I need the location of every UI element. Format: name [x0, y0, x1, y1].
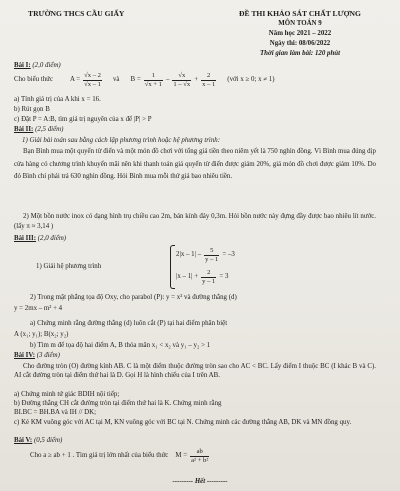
bai1-qc: c) Đặt P = A:B, tìm giá trị nguyên của x để |P| > P	[14, 116, 152, 123]
eq2-fraction	[201, 269, 216, 285]
eq2-left: |x – 1| +	[176, 272, 199, 280]
system-eq2	[176, 268, 228, 286]
bai2-part1-text: Bạn Bình mua một quyển từ điển và một món đồ chơi với tổng giá tiền theo niêm yết là 750 nghìn đồng. Vì Bình mua đúng dịp cửa hàng có chương trình khuyến mãi nên khi thanh toán giá quyển từ điển được giảm 20%, giá món đồ chơi được giảm 10%. Do đó Bình chỉ phải trả 630 nghìn đồng. Hỏi Bình mua mỗi thứ giá bao nhiêu tiền.	[14, 148, 376, 181]
bai5-points: (0,5 điểm)	[33, 437, 63, 444]
bai3-q2: 2) Trong mặt phẳng tọa độ Oxy, cho parabol (P): y = x² và đường thẳng (d)	[30, 294, 237, 301]
exam-date: Ngày thi: 08/06/2022	[269, 40, 331, 47]
b-term1-num: 1	[144, 72, 163, 81]
eq2-den: y – 1	[202, 277, 216, 285]
m-fraction	[190, 448, 209, 464]
bai2-title: Bài II:	[14, 126, 34, 133]
bai3-q2b: b) Tìm m để tọa độ hai điểm A, B thỏa mãn x₁ < x₂ và y₁ – y₂ > 1	[30, 342, 211, 349]
m-den: a² + b²	[191, 456, 209, 464]
b-term2-num: √x	[172, 72, 191, 81]
bai3-q1: 1) Giải hệ phương trình	[36, 263, 102, 270]
bai3-heading	[14, 235, 66, 243]
bai1-expression	[14, 69, 275, 91]
bai1-qa: a) Tính giá trị của A khi x = 16.	[14, 96, 101, 103]
bai3-q2-line: y = 2mx – m² + 4	[14, 305, 63, 312]
a-fraction	[83, 72, 102, 88]
b-term3	[201, 72, 216, 88]
eq1-fraction	[204, 247, 219, 263]
bai4-heading	[14, 352, 60, 360]
a-label: A =	[69, 75, 81, 83]
bai3-title: Bài III:	[14, 235, 37, 242]
b-term2-den: 1 – √x	[173, 80, 191, 88]
bai1-intro: Cho biểu thức	[14, 75, 53, 83]
bai4-text: Cho đường tròn (O) đường kính AB. C là một điểm thuộc đường tròn sao cho AC < BC. Lấy điểm I thuộc BC (I khác B và C). AI cắt đường tròn tại điểm thứ hai là D. Gọi H là hình chiếu của I trên AB.	[14, 363, 376, 380]
bai1-qb: b) Rút gọn B	[14, 106, 50, 113]
bai4-title: Bài IV:	[14, 352, 35, 359]
bai2-points: (2,5 điểm)	[35, 126, 64, 133]
bai2-part1-heading: 1) Giải bài toán sau bằng cách lập phương trình hoặc hệ phương trình:	[22, 137, 221, 144]
b-minus: –	[165, 75, 170, 83]
bai3-points: (2,0 điểm)	[37, 235, 67, 242]
bai5-expression	[30, 447, 209, 465]
eq1-num: 5	[204, 247, 219, 256]
bai1-title: Bài I:	[14, 62, 31, 69]
exam-year: Năm học 2021 – 2022	[268, 30, 332, 37]
a-numerator: √x – 2	[84, 72, 101, 79]
eq2-num: 2	[201, 269, 216, 278]
bai5-title: Bài V:	[14, 437, 33, 444]
eq1-right: = –3	[222, 250, 235, 258]
bai5-text: Cho a ≥ ab + 1 . Tìm giá trị lớn nhất của biểu thức	[30, 451, 169, 459]
exam-duration: Thời gian làm bài: 120 phút	[259, 50, 341, 57]
b-term3-den: x – 1	[202, 80, 216, 88]
exam-title: ĐỀ THI KHẢO SÁT CHẤT LƯỢNG	[239, 9, 361, 18]
bai4-points: (3 điểm)	[36, 352, 60, 359]
b-term1-den: √x + 1	[144, 80, 162, 88]
bai3-q2a: a) Chứng minh rằng đường thẳng (d) luôn cắt (P) tại hai điểm phân biệt	[30, 320, 228, 327]
bai2-part2-text: 2) Một bồn nước inox có dạng hình trụ chiều cao 2m, bán kính đáy 0,3m. Hỏi bồn nước này đựng đầy được bao nhiêu lít nước. (lấy π ≈ 3,14 )	[14, 213, 376, 231]
bai4-qb1: b) Đường thẳng CH cắt đường tròn tại điểm thứ hai là K. Chứng minh rằng	[14, 400, 222, 407]
exam-subject: MÔN TOÁN 9	[278, 20, 322, 27]
footer-end: --------- Hết ---------	[172, 478, 228, 485]
bai2-heading	[14, 126, 63, 134]
bai4-qb2: BI.BC = BH.BA và IH // DK;	[14, 409, 96, 416]
bai5-heading	[14, 437, 62, 445]
system-eq1	[176, 246, 235, 264]
bai4-qc: c) Kẻ KM vuông góc với AC tại M, KN vuông góc với BC tại N. Chứng minh các đường thẳng AB, DK và MN đồng quy.	[14, 419, 352, 426]
bai3-q2a-points: A (x₁; y₁); B(x₂; y₂)	[14, 331, 69, 338]
eq1-left: 2|x – 1| –	[176, 250, 202, 258]
school-name: TRƯỜNG THCS CẦU GIẤY	[28, 9, 125, 18]
b-term1	[144, 72, 163, 88]
bai1-points: (2,0 điểm)	[32, 62, 61, 69]
system-brace	[170, 245, 175, 289]
m-label: M =	[175, 451, 188, 459]
b-term2	[172, 72, 191, 88]
a-denominator: √x – 1	[84, 80, 101, 88]
eq2-right: = 3	[219, 272, 229, 280]
m-num: ab	[190, 448, 209, 457]
bai1-condition: (với x ≥ 0; x ≠ 1)	[227, 75, 275, 83]
b-label: B =	[130, 75, 141, 83]
bai4-qa: a) Chứng minh tứ giác BDIH nội tiếp;	[14, 391, 120, 398]
b-term3-num: 2	[201, 72, 216, 81]
b-plus: +	[194, 75, 199, 83]
and-word: và	[112, 75, 120, 83]
eq1-den: y – 1	[205, 255, 219, 263]
